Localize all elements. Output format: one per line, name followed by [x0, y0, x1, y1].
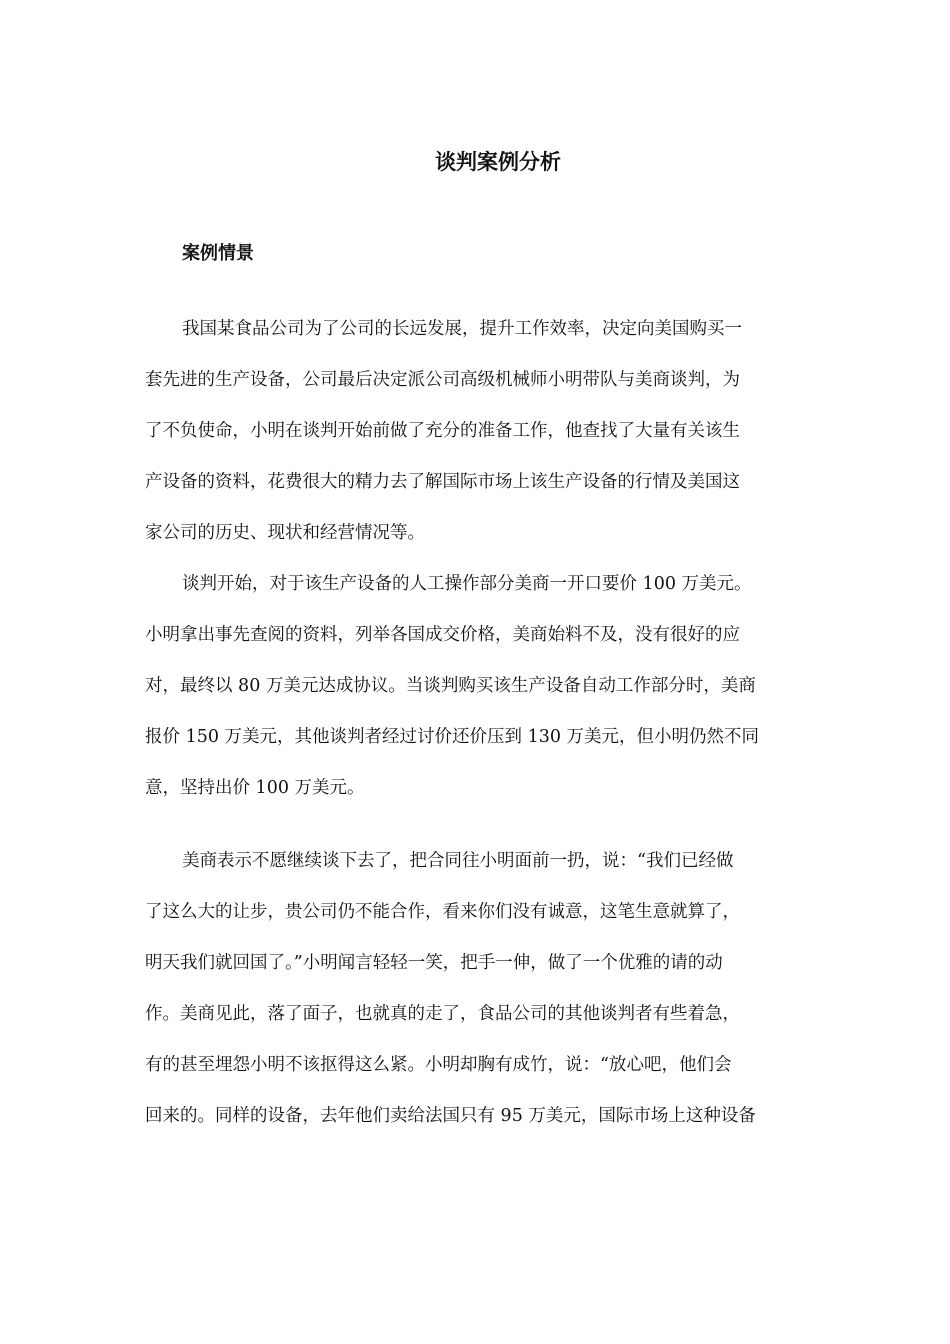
- paragraph-line: 产设备的资料，花费很大的精力去了解国际市场上该生产设备的行情及美国这: [145, 472, 740, 492]
- paragraph-line: 我国某食品公司为了公司的长远发展，提升工作效率，决定向美国购买一: [182, 319, 742, 339]
- paragraph-line: 了这么大的让步，贵公司仍不能合作，看来你们没有诚意，这笔生意就算了，: [145, 902, 740, 922]
- paragraph-1: [145, 304, 809, 559]
- paragraph-line: 意，坚持出价 100 万美元。: [145, 778, 365, 798]
- paragraph-line: 套先进的生产设备，公司最后决定派公司高级机械师小明带队与美商谈判，为: [145, 370, 740, 390]
- document-title: 谈判案例分析: [435, 150, 561, 174]
- paragraph-line: 对，最终以 80 万美元达成协议。当谈判购买该生产设备自动工作部分时，美商: [145, 676, 756, 696]
- paragraph-line: 回来的。同样的设备，去年他们卖给法国只有 95 万美元，国际市场上这种设备: [145, 1106, 756, 1126]
- paragraph-line: 了不负使命，小明在谈判开始前做了充分的准备工作，他查找了大量有关该生: [145, 421, 740, 441]
- paragraph-line: 家公司的历史、现状和经营情况等。: [145, 523, 425, 543]
- paragraph-line: 小明拿出事先查阅的资料，列举各国成交价格，美商始料不及，没有很好的应: [145, 625, 740, 645]
- paragraph-line: 作。美商见此，落了面子，也就真的走了，食品公司的其他谈判者有些着急，: [145, 1004, 740, 1024]
- section-heading: 案例情景: [182, 243, 254, 264]
- paragraph-line: 明天我们就回国了。”小明闻言轻轻一笑，把手一伸，做了一个优雅的请的动: [145, 953, 723, 973]
- paragraph-line: 谈判开始，对于该生产设备的人工操作部分美商一开口要价 100 万美元。: [182, 574, 752, 594]
- paragraph-line: 美商表示不愿继续谈下去了，把合同往小明面前一扔，说：“我们已经做: [182, 851, 734, 871]
- paragraph-2: [145, 559, 809, 814]
- paragraph-line: 有的甚至埋怨小明不该抠得这么紧。小明却胸有成竹，说：“放心吧，他们会: [145, 1055, 732, 1075]
- paragraph-3: [145, 836, 809, 1142]
- paragraph-line: 报价 150 万美元，其他谈判者经过讨价还价压到 130 万美元，但小明仍然不同: [145, 727, 760, 747]
